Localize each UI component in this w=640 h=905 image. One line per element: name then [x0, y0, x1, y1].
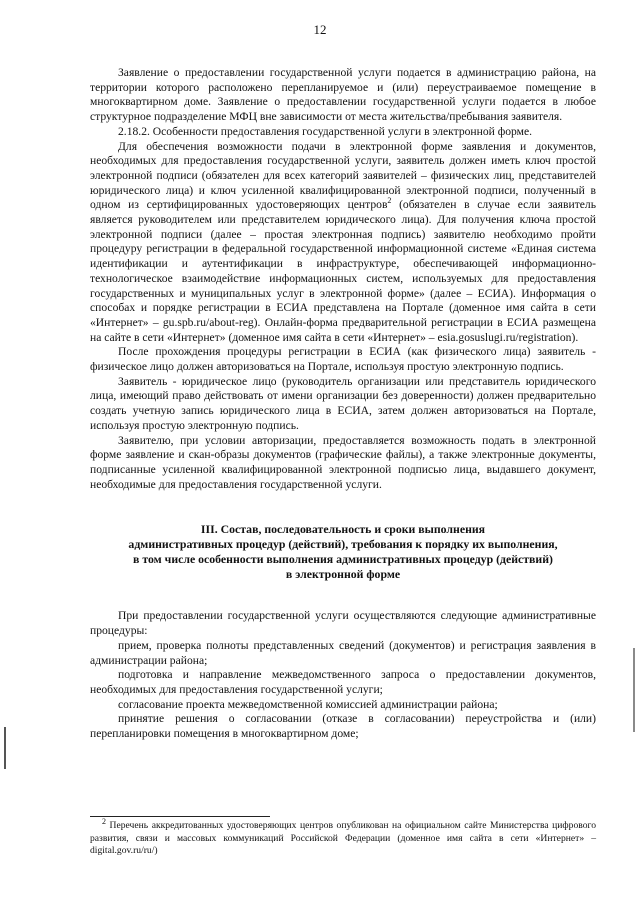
paragraph-subsection-2-18-2: 2.18.2. Особенности предоставления государственной услуги в электронной форме.	[118, 124, 533, 138]
procedure-item: прием, проверка полноты представленных сведений (документов) и регистрация заявления в администрации района;	[90, 638, 596, 667]
footnote	[90, 816, 596, 858]
scan-edge-mark-left	[4, 727, 6, 769]
footnote-divider	[90, 816, 270, 817]
paragraph-electronic-signature-part2: (обязателен в случае если заявитель является руководителем или представителем юридического лица). Для получения ключа простой электронной подписи (далее – простая электронная подпись) заявителю необходимо пройти процедуру регистрации в федеральной государственной информационной системе «Единая система идентификации и аутентификации в инфраструктуре, обеспечивающей информационно-технологическое взаимодействие информационных систем, используемых для предоставления государственных и муниципальных услуг в электронной форме» (далее – ЕСИА). Информация о способах и порядке регистрации в ЕСИА представлена на Портале (доменное имя сайта в сети «Интернет» – gu.spb.ru/about-reg). Онлайн-форма предварительной регистрации в ЕСИА размещена на сайте в сети «Интернет» (доменное имя сайта в сети «Интернет» – esia.gosuslugi.ru/registration).	[90, 198, 596, 344]
scan-edge-mark-right	[633, 648, 635, 732]
section-heading-line-2: административных процедур (действий), требования к порядку их выполнения,	[128, 537, 558, 552]
paragraph-electronic-signature-part1: Для обеспечения возможности подачи в электронной форме заявления и документов, необходимых для предоставления государственной услуги, заявитель должен иметь ключ простой электронной подписи (обязателен для всех категорий заявителей – физических лиц, представителей юридического лица) и ключ усиленной квалифицированной электронной подписи, полученный в одном из сертифицированных удостоверяющих центров	[90, 139, 596, 212]
section-heading-line-1: III. Состав, последовательность и сроки выполнения	[200, 522, 486, 537]
paragraph-individual-registration: После прохождения процедуры регистрации в ЕСИА (как физического лица) заявитель - физическое лицо должен авторизоваться на Портале, используя простую электронную подпись.	[90, 345, 596, 374]
procedure-item: принятие решения о согласовании (отказе в согласовании) переустройства и (или) перепланировки помещения в многоквартирном доме;	[90, 712, 596, 741]
page-number: 12	[313, 22, 327, 37]
paragraph-electronic-submission: Заявителю, при условии авторизации, предоставляется возможность подать в электронной форме заявление и скан-образы документов (графические файлы), а также электронные документы, подписанные усиленной квалифицированной электронной подписью лица, выдавшего документ, необходимые для предоставления государственной услуги.	[90, 433, 596, 491]
section-heading	[90, 522, 596, 582]
section-heading-line-4: в электронной форме	[285, 567, 401, 582]
document-body	[90, 66, 596, 742]
paragraph-legal-entity: Заявитель - юридическое лицо (руководитель организации или представитель юридического лица, имеющий право действовать от имени организации без доверенности) должен предварительно создать учетную запись юридического лица в ЕСИА, затем должен авторизоваться на Портале, используя простую электронную подпись.	[90, 374, 596, 432]
footnote-reference: 2	[387, 196, 392, 206]
procedure-item: согласование проекта межведомственной комиссией администрации района;	[118, 697, 498, 711]
paragraph-application-submission: Заявление о предоставлении государственной услуги подается в администрацию района, на территории которого расположено перепланируемое и (или) переустраиваемое помещение в многоквартирном доме. Заявление о предоставлении государственной услуги подается в любое структурное подразделение МФЦ вне зависимости от места жительства/пребывания заявителя.	[90, 66, 596, 124]
footnote-text: Перечень аккредитованных удостоверяющих центров опубликован на официальном сайте Министерства цифрового развития, связи и массовых коммуникаций Российской Федерации (доменное имя сайта в сети «Интернет» – digital.gov.ru/ru/)	[90, 820, 596, 857]
footnote-marker: 2	[102, 816, 106, 826]
section-heading-line-3: в том числе особенности выполнения административных процедур (действий)	[133, 552, 553, 567]
procedure-item: подготовка и направление межведомственного запроса о предоставлении документов, необходимых для предоставления государственной услуги;	[90, 668, 596, 696]
paragraph-electronic-signature	[90, 140, 596, 346]
procedures-intro: При предоставлении государственной услуги осуществляются следующие административные процедуры:	[90, 609, 596, 638]
